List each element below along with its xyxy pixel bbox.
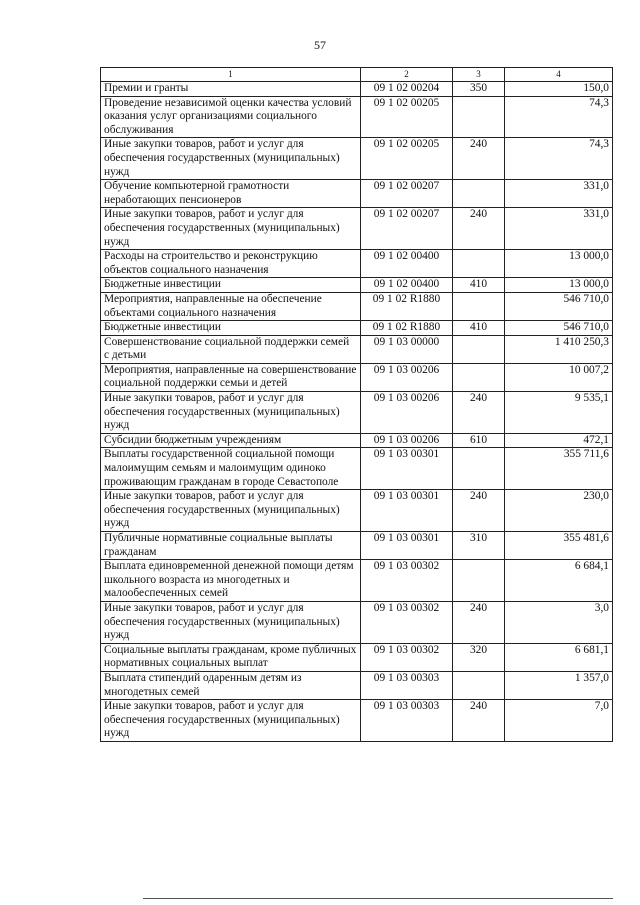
row-sum: 1 410 250,3 — [505, 335, 613, 363]
table-row — [101, 433, 613, 448]
row-type: 610 — [453, 433, 505, 448]
footer-rule — [143, 898, 613, 899]
row-name: Мероприятия, направленные на обеспечение объектами социального назначения — [101, 292, 361, 320]
table-row — [101, 180, 613, 208]
page-number: 57 — [314, 38, 326, 52]
column-header: 3 — [453, 68, 505, 82]
table-row — [101, 96, 613, 138]
row-sum: 230,0 — [505, 490, 613, 532]
table-row — [101, 448, 613, 490]
row-sum: 1 357,0 — [505, 671, 613, 699]
row-type — [453, 671, 505, 699]
row-sum: 546 710,0 — [505, 292, 613, 320]
row-type: 240 — [453, 392, 505, 434]
row-sum: 355 711,6 — [505, 448, 613, 490]
table-row — [101, 392, 613, 434]
table-body — [101, 82, 613, 742]
table-row — [101, 82, 613, 97]
row-sum: 150,0 — [505, 82, 613, 97]
table-row — [101, 532, 613, 560]
row-name: Выплата единовременной денежной помощи детям школьного возраста из многодетных и малообеспеченных семей — [101, 560, 361, 602]
row-sum: 6 684,1 — [505, 560, 613, 602]
row-sum: 13 000,0 — [505, 250, 613, 278]
column-header: 4 — [505, 68, 613, 82]
row-name: Обучение компьютерной грамотности неработающих пенсионеров — [101, 180, 361, 208]
row-code: 09 1 03 00301 — [361, 448, 453, 490]
table-row — [101, 208, 613, 250]
row-type: 240 — [453, 601, 505, 643]
row-type — [453, 363, 505, 391]
row-type: 320 — [453, 643, 505, 671]
row-code: 09 1 02 00205 — [361, 138, 453, 180]
table-row — [101, 700, 613, 742]
row-name: Мероприятия, направленные на совершенствование социальной поддержки семьи и детей — [101, 363, 361, 391]
row-sum: 355 481,6 — [505, 532, 613, 560]
row-code: 09 1 03 00302 — [361, 601, 453, 643]
row-type — [453, 448, 505, 490]
column-header: 2 — [361, 68, 453, 82]
row-sum: 74,3 — [505, 138, 613, 180]
row-name: Бюджетные инвестиции — [101, 278, 361, 293]
row-code: 09 1 02 00205 — [361, 96, 453, 138]
row-code: 09 1 02 R1880 — [361, 321, 453, 336]
table-row — [101, 278, 613, 293]
row-code: 09 1 03 00302 — [361, 560, 453, 602]
row-name: Бюджетные инвестиции — [101, 321, 361, 336]
row-code: 09 1 03 00301 — [361, 490, 453, 532]
row-sum: 13 000,0 — [505, 278, 613, 293]
row-type: 240 — [453, 700, 505, 742]
row-name: Публичные нормативные социальные выплаты гражданам — [101, 532, 361, 560]
row-name: Иные закупки товаров, работ и услуг для обеспечения государственных (муниципальных) нужд — [101, 208, 361, 250]
row-name: Проведение независимой оценки качества условий оказания услуг организациями социального обслуживания — [101, 96, 361, 138]
table-row — [101, 250, 613, 278]
row-sum: 9 535,1 — [505, 392, 613, 434]
row-name: Выплаты государственной социальной помощи малоимущим семьям и малоимущим одиноко проживающим гражданам в городе Севастополе — [101, 448, 361, 490]
row-name: Расходы на строительство и реконструкцию объектов социального назначения — [101, 250, 361, 278]
row-name: Совершенствование социальной поддержки семей с детьми — [101, 335, 361, 363]
row-code: 09 1 02 R1880 — [361, 292, 453, 320]
row-name: Выплата стипендий одаренным детям из многодетных семей — [101, 671, 361, 699]
table-row — [101, 363, 613, 391]
row-type: 410 — [453, 321, 505, 336]
row-code: 09 1 02 00400 — [361, 278, 453, 293]
row-name: Социальные выплаты гражданам, кроме публичных нормативных социальных выплат — [101, 643, 361, 671]
row-type: 240 — [453, 138, 505, 180]
row-sum: 472,1 — [505, 433, 613, 448]
table-row — [101, 321, 613, 336]
row-type: 240 — [453, 208, 505, 250]
row-name: Премии и гранты — [101, 82, 361, 97]
row-sum: 546 710,0 — [505, 321, 613, 336]
row-code: 09 1 02 00204 — [361, 82, 453, 97]
table-row — [101, 560, 613, 602]
row-sum: 3,0 — [505, 601, 613, 643]
row-code: 09 1 03 00206 — [361, 363, 453, 391]
row-sum: 7,0 — [505, 700, 613, 742]
row-type — [453, 292, 505, 320]
row-type — [453, 560, 505, 602]
table-row — [101, 138, 613, 180]
table-row — [101, 643, 613, 671]
row-name: Иные закупки товаров, работ и услуг для обеспечения государственных (муниципальных) нужд — [101, 490, 361, 532]
table-row — [101, 292, 613, 320]
row-sum: 10 007,2 — [505, 363, 613, 391]
row-code: 09 1 03 00302 — [361, 643, 453, 671]
row-name: Иные закупки товаров, работ и услуг для обеспечения государственных (муниципальных) нужд — [101, 700, 361, 742]
row-code: 09 1 03 00000 — [361, 335, 453, 363]
row-code: 09 1 03 00301 — [361, 532, 453, 560]
row-code: 09 1 03 00303 — [361, 700, 453, 742]
row-name: Иные закупки товаров, работ и услуг для обеспечения государственных (муниципальных) нужд — [101, 392, 361, 434]
row-code: 09 1 02 00400 — [361, 250, 453, 278]
row-type — [453, 335, 505, 363]
row-code: 09 1 02 00207 — [361, 180, 453, 208]
table-row — [101, 671, 613, 699]
row-type: 410 — [453, 278, 505, 293]
row-type — [453, 250, 505, 278]
row-code: 09 1 02 00207 — [361, 208, 453, 250]
table-row — [101, 490, 613, 532]
row-code: 09 1 03 00206 — [361, 392, 453, 434]
row-type — [453, 180, 505, 208]
row-type — [453, 96, 505, 138]
row-sum: 331,0 — [505, 208, 613, 250]
table-header-row — [101, 68, 613, 82]
row-type: 350 — [453, 82, 505, 97]
table-row — [101, 335, 613, 363]
row-type: 310 — [453, 532, 505, 560]
column-header: 1 — [101, 68, 361, 82]
row-code: 09 1 03 00206 — [361, 433, 453, 448]
row-name: Субсидии бюджетным учреждениям — [101, 433, 361, 448]
row-name: Иные закупки товаров, работ и услуг для обеспечения государственных (муниципальных) нужд — [101, 138, 361, 180]
row-sum: 331,0 — [505, 180, 613, 208]
row-sum: 74,3 — [505, 96, 613, 138]
row-name: Иные закупки товаров, работ и услуг для обеспечения государственных (муниципальных) нужд — [101, 601, 361, 643]
row-type: 240 — [453, 490, 505, 532]
budget-table — [100, 67, 613, 742]
row-code: 09 1 03 00303 — [361, 671, 453, 699]
row-sum: 6 681,1 — [505, 643, 613, 671]
table-row — [101, 601, 613, 643]
